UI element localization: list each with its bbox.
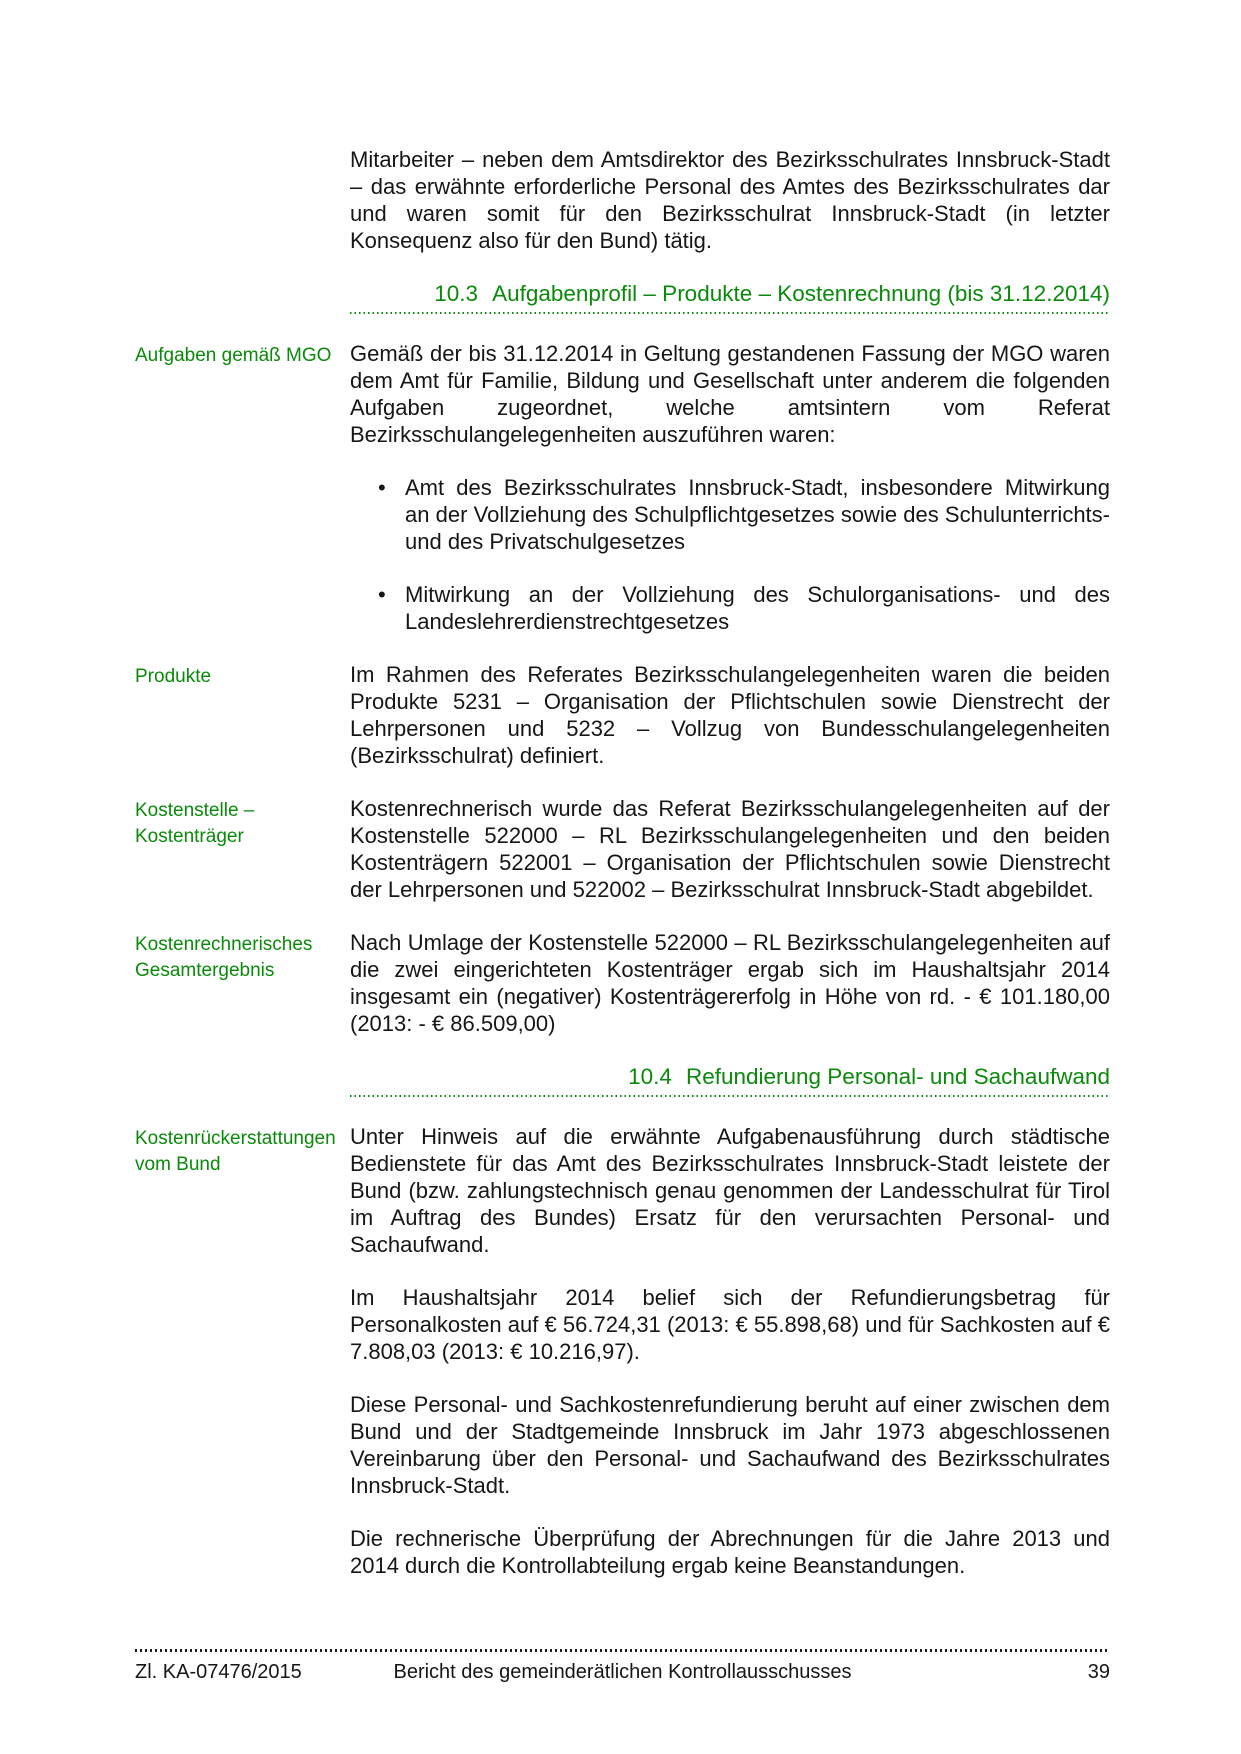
bullet-item: • Amt des Bezirksschulrates Innsbruck-Stadt, insbesondere Mitwirkung an der Vollziehung des Schulpflichtgesetzes sowie des Schulunterrichts- und des Privatschulgesetzes [350, 474, 1110, 555]
label-column-spacer [135, 581, 350, 584]
section-title: Aufgabenprofil – Produkte – Kostenrechnung (bis 31.12.2014) [492, 281, 1110, 306]
section-heading [350, 1063, 1110, 1097]
body-paragraph: Gemäß der bis 31.12.2014 in Geltung gestandenen Fassung der MGO waren dem Amt für Familie, Bildung und Gesellschaft unter anderem die folgenden Aufgaben zugeordnet, welche amtsintern vom Referat Bezirksschulangelegenheiten auszuführen waren: [350, 341, 1110, 447]
page-content [135, 146, 1110, 1605]
label-column-spacer [135, 1525, 350, 1528]
section-number: 10.4 [628, 1064, 672, 1089]
bullet-block [135, 581, 1110, 635]
section-title: Refundierung Personal- und Sachaufwand [685, 1064, 1110, 1089]
footer-report-title: Bericht des gemeinderätlichen Kontrollausschusses [393, 1661, 852, 1683]
section-heading-10-3 [135, 280, 1110, 314]
body-paragraph: Unter Hinweis auf die erwähnte Aufgabenausführung durch städtische Bedienstete für das Amt des Bezirksschulrates Innsbruck-Stadt leistete der Bund (bzw. zahlungstechnisch genau genommen der Landesschulrat für Tirol im Auftrag des Bundes) Ersatz für den verursachten Personal- und Sachaufwand. [350, 1124, 1110, 1257]
label-column-spacer [135, 1391, 350, 1394]
section-heading-10-4 [135, 1063, 1110, 1097]
page-footer [135, 1649, 1110, 1684]
body-paragraph: Mitarbeiter – neben dem Amtsdirektor des Bezirksschulrates Innsbruck-Stadt – das erwähnte erforderliche Personal des Amtes des Bezirksschulrates dar und waren somit für den Bezirksschulrat Innsbruck-Stadt (in letzter Konsequenz also für den Bund) tätig. [350, 147, 1110, 253]
paragraph-block-pruefung [135, 1525, 1110, 1579]
bullet-item: • Mitwirkung an der Vollziehung des Schulorganisations- und des Landeslehrerdienstrechtgesetzes [350, 581, 1110, 635]
paragraph-block-vereinbarung [135, 1391, 1110, 1499]
body-paragraph: Diese Personal- und Sachkostenrefundierung beruht auf einer zwischen dem Bund und der Stadtgemeinde Innsbruck im Jahr 1973 abgeschlossenen Vereinbarung über den Personal- und Sachaufwand des Bezirksschulrates Innsbruck-Stadt. [350, 1392, 1110, 1498]
paragraph-block-gesamtergebnis [135, 929, 1110, 1037]
paragraph-block-kostenstelle [135, 795, 1110, 903]
margin-label: Kostenstelle – Kostenträger [135, 800, 255, 847]
label-column-spacer [135, 1063, 350, 1066]
footer-page-number: 39 [1087, 1661, 1110, 1683]
bullet-list [350, 581, 1110, 635]
margin-label: Kostenrechnerisches Gesamtergebnis [135, 934, 313, 981]
body-paragraph: Die rechnerische Überprüfung der Abrechnungen für die Jahre 2013 und 2014 durch die Kontrollabteilung ergab keine Beanstandungen. [350, 1526, 1110, 1578]
footer-text-row [135, 1660, 1110, 1684]
section-number: 10.3 [434, 281, 479, 306]
body-paragraph: Im Rahmen des Referates Bezirksschulangelegenheiten waren die beiden Produkte 5231 – Organisation der Pflichtschulen sowie Dienstrecht der Lehrpersonen und 5232 – Vollzug von Bundesschulangelegenheiten (Bezirksschulrat) definiert. [350, 662, 1110, 768]
footer-dotted-divider [135, 1649, 1110, 1652]
bullet-block [135, 474, 1110, 555]
bullet-list [350, 474, 1110, 555]
margin-label: Produkte [135, 666, 212, 687]
body-paragraph: Im Haushaltsjahr 2014 belief sich der Refundierungsbetrag für Personalkosten auf € 56.724,31 (2013: € 55.898,68) und für Sachkosten auf € 7.808,03 (2013: € 10.216,97). [350, 1285, 1110, 1364]
margin-label: Kostenrückerstattungen vom Bund [135, 1128, 336, 1175]
footer-reference-number: Zl. KA-07476/2015 [135, 1661, 302, 1683]
paragraph-block-refundierungsbetrag [135, 1284, 1110, 1365]
body-paragraph: Kostenrechnerisch wurde das Referat Bezirksschulangelegenheiten auf der Kostenstelle 522000 – RL Bezirksschulangelegenheiten und den beiden Kostenträgern 522001 – Organisation der Pflichtschulen sowie Dienstrecht der Lehrpersonen und 522002 – Bezirksschulrat Innsbruck-Stadt abgebildet. [350, 796, 1110, 902]
label-column-spacer [135, 474, 350, 477]
label-column-spacer [135, 146, 350, 149]
paragraph-block-produkte [135, 661, 1110, 769]
label-column-spacer [135, 1284, 350, 1287]
section-heading [350, 280, 1110, 314]
body-paragraph: Nach Umlage der Kostenstelle 522000 – RL Bezirksschulangelegenheiten auf die zwei eingerichteten Kostenträger ergab sich im Haushaltsjahr 2014 insgesamt ein (negativer) Kostenträgererfolg in Höhe von rd. - € 101.180,00 (2013: - € 86.509,00) [350, 930, 1110, 1036]
paragraph-block-continuation [135, 146, 1110, 254]
margin-label: Aufgaben gemäß MGO [135, 345, 332, 366]
paragraph-block-aufgaben [135, 340, 1110, 448]
label-column-spacer [135, 280, 350, 283]
paragraph-block-rueckerstattungen [135, 1123, 1110, 1258]
